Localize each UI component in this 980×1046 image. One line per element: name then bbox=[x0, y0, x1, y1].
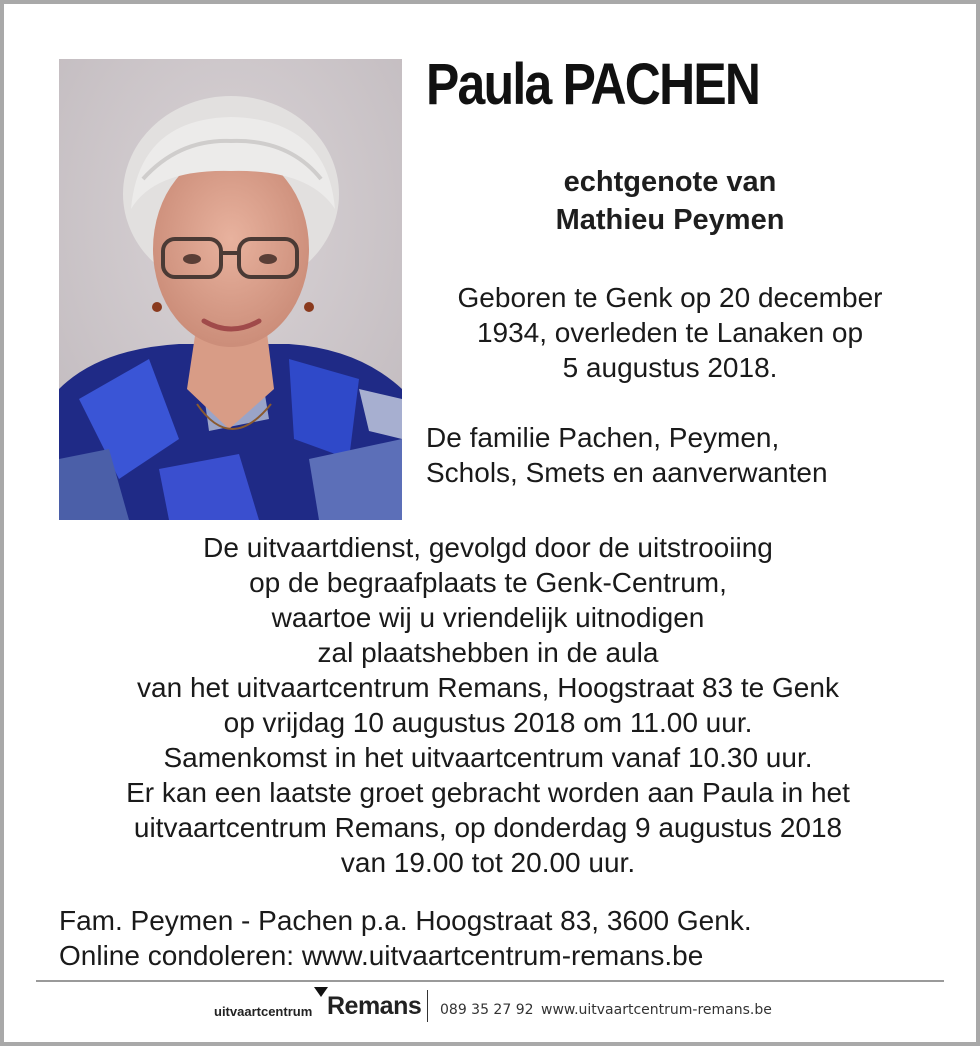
brand-label: uitvaartcentrum bbox=[214, 1004, 313, 1019]
family-address: Fam. Peymen - Pachen p.a. Hoogstraat 83, 3600 Genk. bbox=[59, 905, 752, 936]
deceased-name: Paula PACHEN bbox=[426, 52, 760, 117]
birth-line: 5 augustus 2018. bbox=[562, 352, 778, 383]
service-line: op vrijdag 10 augustus 2018 om 11.00 uur. bbox=[223, 707, 753, 738]
phone-number: 089 35 27 92 bbox=[440, 1002, 534, 1018]
family-line: De familie Pachen, Peymen, bbox=[426, 422, 780, 453]
footer-separator bbox=[427, 990, 428, 1022]
contact-block bbox=[59, 903, 939, 973]
website-link[interactable]: www.uitvaartcentrum-remans.be bbox=[541, 1002, 772, 1018]
service-line: op de begraafplaats te Genk-Centrum, bbox=[249, 567, 727, 598]
family-line: Schols, Smets en aanverwanten bbox=[426, 457, 828, 488]
footer-divider bbox=[36, 980, 944, 982]
service-line: zal plaatshebben in de aula bbox=[317, 637, 659, 668]
service-line: waartoe wij u vriendelijk uitnodigen bbox=[271, 602, 705, 633]
service-line: De uitvaartdienst, gevolgd door de uitstrooiing bbox=[203, 532, 773, 563]
family-block bbox=[426, 420, 946, 490]
service-line: Samenkomst in het uitvaartcentrum vanaf 10.30 uur. bbox=[163, 742, 813, 773]
service-line: uitvaartcentrum Remans, op donderdag 9 augustus 2018 bbox=[133, 812, 843, 843]
footer bbox=[0, 986, 980, 1036]
spouse-name: Mathieu Peymen bbox=[555, 204, 785, 236]
brand-triangle-icon bbox=[314, 987, 328, 997]
birth-line: 1934, overleden te Lanaken op bbox=[476, 317, 864, 348]
service-line: van 19.00 tot 20.00 uur. bbox=[340, 847, 636, 878]
service-block bbox=[40, 530, 936, 880]
online-condolence: Online condoleren: www.uitvaartcentrum-remans.be bbox=[59, 940, 704, 971]
brand-name: Remans bbox=[327, 992, 422, 1020]
portrait-photo bbox=[59, 59, 402, 520]
service-line: Er kan een laatste groet gebracht worden aan Paula in het bbox=[126, 777, 850, 808]
spouse-line: echtgenote van bbox=[563, 166, 777, 198]
service-line: van het uitvaartcentrum Remans, Hoogstraat 83 te Genk bbox=[137, 672, 839, 703]
birth-line: Geboren te Genk op 20 december bbox=[457, 282, 883, 313]
spouse-block bbox=[420, 163, 920, 239]
birth-death-block bbox=[420, 280, 920, 385]
